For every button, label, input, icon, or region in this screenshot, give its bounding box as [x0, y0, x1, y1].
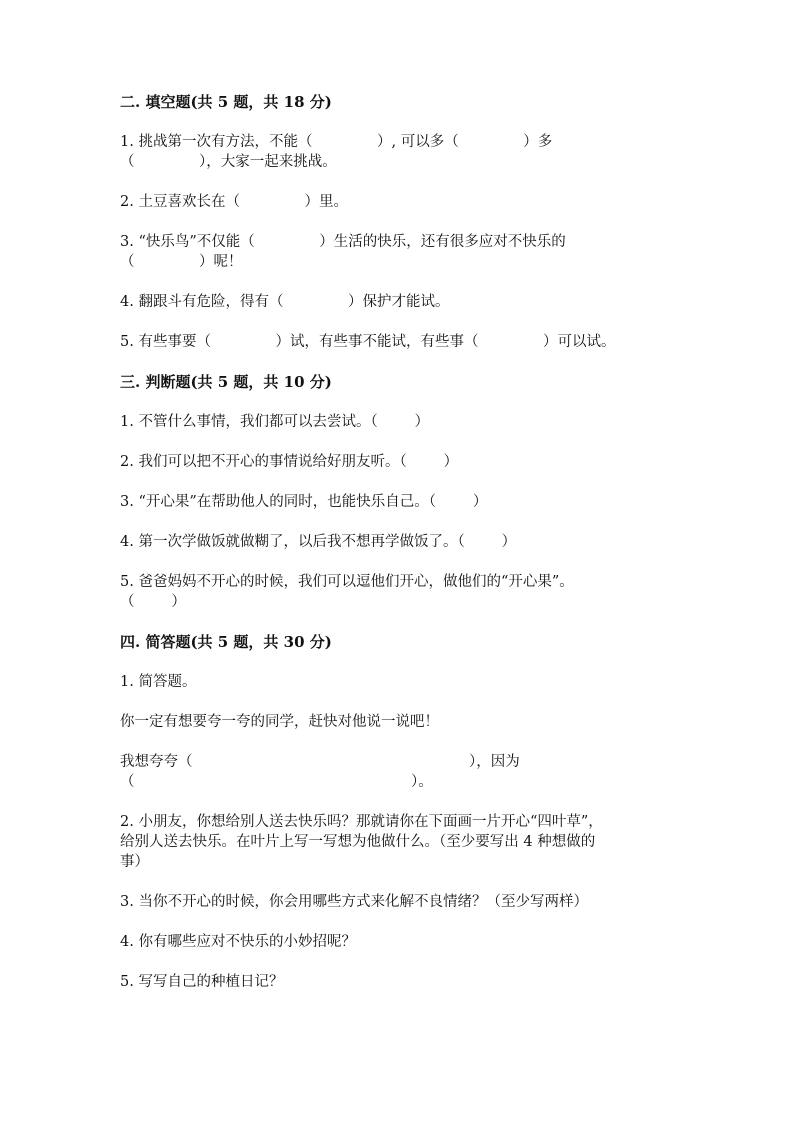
short-answer-question-4: 4. 你有哪些应对不快乐的小妙招呢？ — [120, 934, 356, 950]
judgment-question-3: 3. “开心果”在帮助他人的同时，也能快乐自己。（ ） — [120, 494, 488, 510]
short-answer-question-3: 3. 当你不开心的时候，你会用哪些方式来化解不良情绪？（至少写两样） — [120, 894, 588, 910]
short-answer-prompt: 你一定有想要夸一夸的同学，赶快对他说一说吧！ — [120, 714, 439, 730]
fill-blank-question-1: 1. 挑战第一次有方法，不能（ ）, 可以多（ ）多 （ ），大家一起来挑战。 — [120, 134, 553, 170]
section-title-judgment: 三. 判断题(共 5 题，共 10 分) — [120, 373, 332, 391]
fill-blank-question-2: 2. 土豆喜欢长在（ ）里。 — [120, 194, 348, 210]
section-title-short-answer: 四. 简答题(共 5 题，共 30 分) — [120, 633, 332, 651]
fill-blank-question-3: 3. “快乐鸟”不仅能（ ）生活的快乐，还有很多应对不快乐的 （ ）呢！ — [120, 234, 566, 270]
judgment-question-2: 2. 我们可以把不开心的事情说给好朋友听。（ ） — [120, 454, 459, 470]
judgment-question-5: 5. 爸爸妈妈不开心的时候，我们可以逗他们开心，做他们的“开心果”。 （ ） — [120, 574, 574, 610]
short-answer-question-1: 1. 简答题。 — [120, 674, 197, 690]
section-title-fill-blank: 二. 填空题(共 5 题，共 18 分) — [120, 93, 332, 111]
short-answer-question-2: 2. 小朋友，你想给别人送去快乐吗？那就请你在下面画一片开心“四叶草”， 给别人送去快乐。在叶片上写一写想为他做什么。（至少要写出 4 种想做的 事） — [120, 814, 603, 870]
fill-blank-question-5: 5. 有些事要（ ）试，有些事不能试，有些事（ ）可以试。 — [120, 334, 616, 350]
worksheet-page — [120, 92, 680, 992]
fill-blank-question-4: 4. 翻跟斗有危险，得有（ ）保护才能试。 — [120, 294, 450, 310]
short-answer-praise-line: 我想夸夸（ ），因为 （ ）。 — [120, 754, 520, 790]
judgment-question-4: 4. 第一次学做饭就做糊了，以后我不想再学做饭了。（ ） — [120, 534, 517, 550]
short-answer-question-5: 5. 写写自己的种植日记？ — [120, 974, 284, 990]
judgment-question-1: 1. 不管什么事情，我们都可以去尝试。（ ） — [120, 414, 430, 430]
